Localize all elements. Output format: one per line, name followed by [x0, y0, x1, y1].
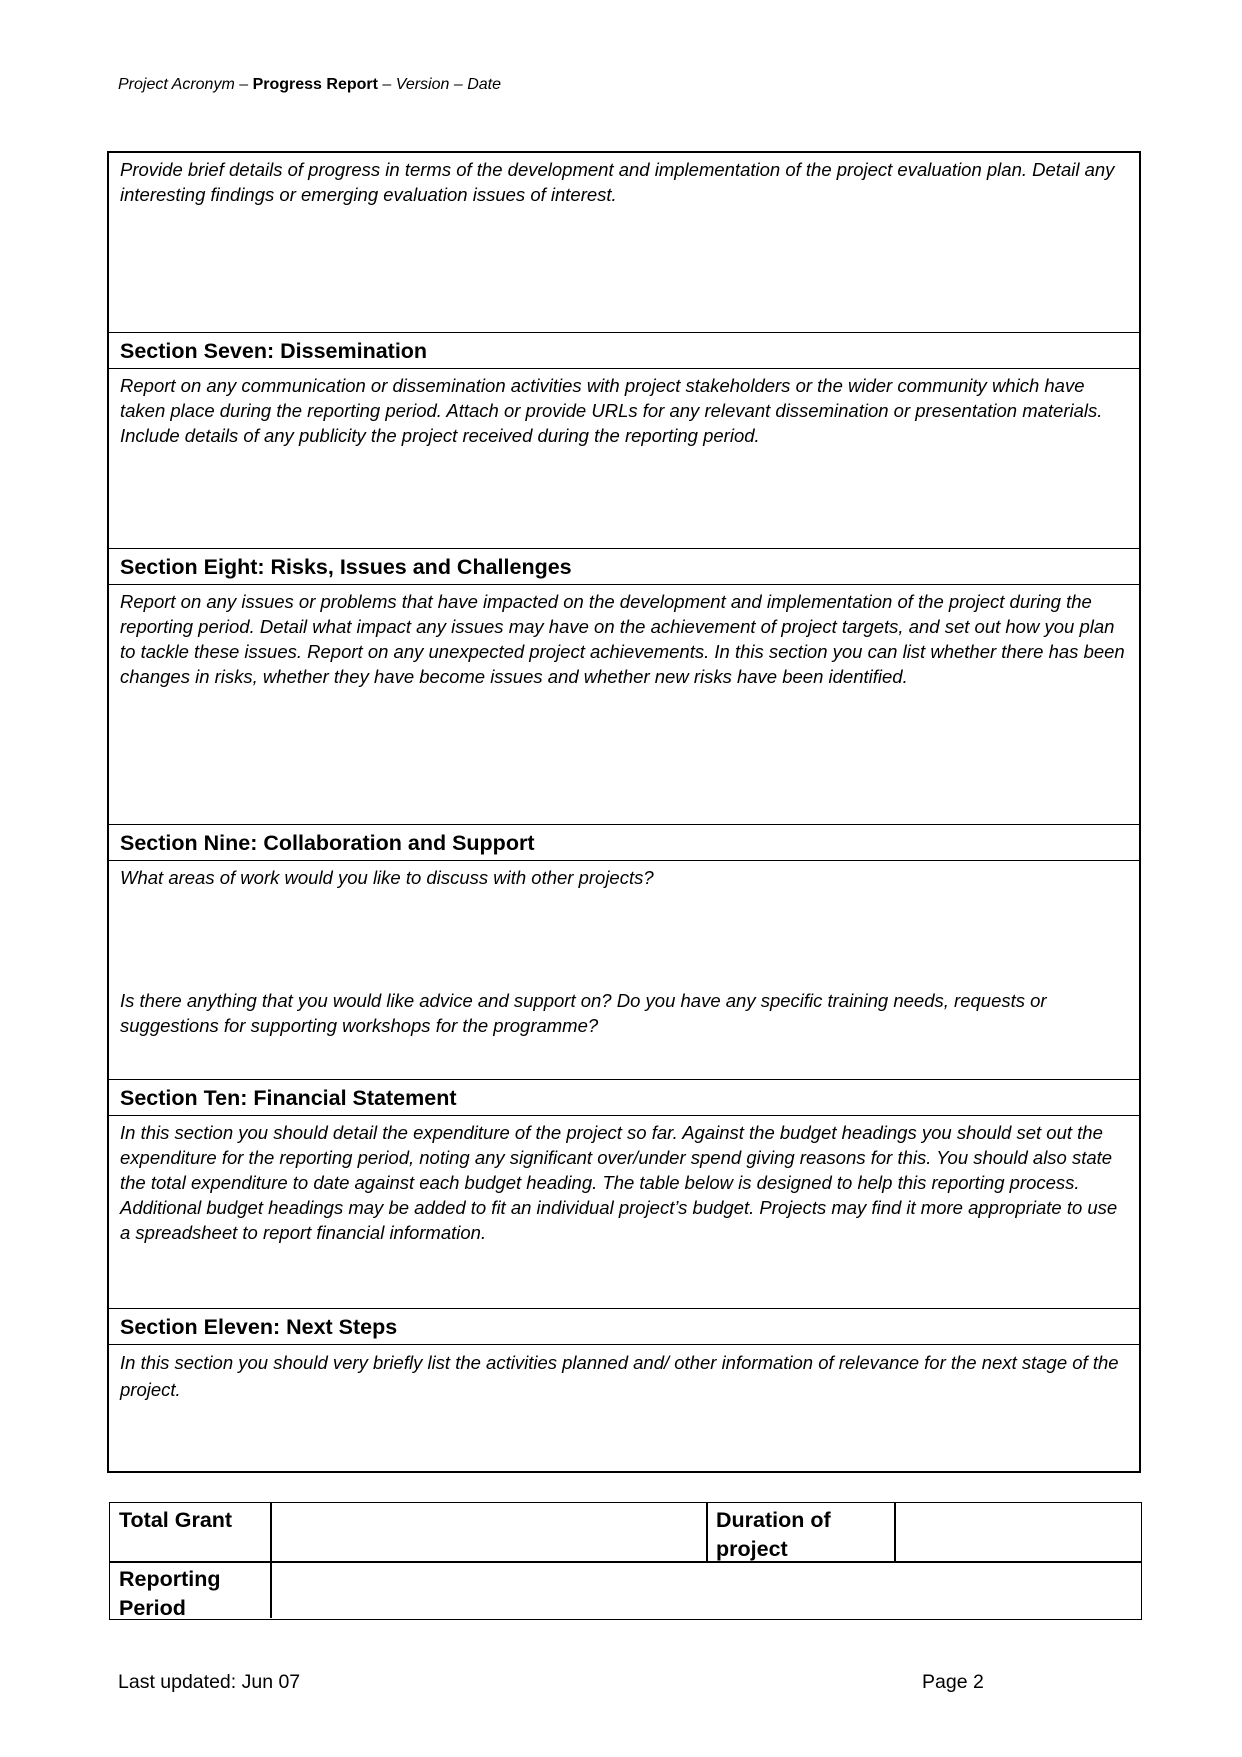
- reporting-period-label: Reporting Period: [119, 1567, 221, 1620]
- header-date: Date: [467, 76, 501, 93]
- evaluation-description: Provide brief details of progress in terms of the development and implementation of the project evaluation plan. Detail any interesting findings or emerging evaluation issues of interest.: [120, 159, 1115, 205]
- section-nine-question-discuss: What areas of work would you like to discuss with other projects?: [120, 867, 654, 888]
- reporting-period-field[interactable]: [271, 1562, 1140, 1619]
- section-eleven-heading: Section Eleven: Next Steps: [120, 1315, 398, 1339]
- section-seven-heading-row: [109, 332, 1139, 368]
- section-seven-heading: Section Seven: Dissemination: [120, 339, 428, 363]
- section-ten-heading: Section Ten: Financial Statement: [120, 1086, 457, 1110]
- duration-field[interactable]: [895, 1503, 1140, 1561]
- page-header: [118, 76, 501, 94]
- section-nine-question-support: Is there anything that you would like advice and support on? Do you have any specific training needs, requests or suggestions for supporting workshops for the programme?: [120, 990, 1047, 1036]
- section-eight-heading-row: [109, 548, 1139, 584]
- report-sections-table: [107, 151, 1141, 1473]
- section-seven-entry-cell[interactable]: [109, 368, 1139, 548]
- footer-last-updated: Last updated: Jun 07: [118, 1671, 301, 1693]
- section-eleven-entry-cell[interactable]: [109, 1344, 1139, 1471]
- footer-page-number: Page 2: [922, 1671, 984, 1693]
- total-grant-field[interactable]: [271, 1503, 706, 1561]
- section-eleven-description: In this section you should very briefly list the activities planned and/ other information of relevance for the next stage of the project.: [120, 1352, 1119, 1400]
- section-nine-heading-row: [109, 824, 1139, 860]
- section-eight-description: Report on any issues or problems that have impacted on the development and implementation of the project during the reporting period. Detail what impact any issues may have on the achievement of project targets, and set out how you plan to tackle these issues. Report on any unexpected project achievements. In this section you can list whether there has been changes in risks, whether they have become issues and whether new risks have been identified.: [120, 591, 1125, 687]
- total-grant-label: Total Grant: [119, 1508, 233, 1532]
- duration-label: Duration of project: [716, 1508, 831, 1561]
- header-project-acronym: Project Acronym: [118, 76, 235, 93]
- section-eleven-heading-row: [109, 1308, 1139, 1344]
- grant-summary-table: [109, 1502, 1142, 1620]
- section-ten-entry-cell[interactable]: [109, 1115, 1139, 1308]
- section-nine-entry-cell[interactable]: [109, 860, 1139, 1079]
- header-separator: –: [449, 76, 468, 93]
- header-separator: –: [234, 76, 253, 93]
- section-eight-heading: Section Eight: Risks, Issues and Challenges: [120, 555, 572, 579]
- evaluation-entry-cell[interactable]: [109, 153, 1139, 332]
- header-separator: –: [377, 76, 396, 93]
- section-eight-entry-cell[interactable]: [109, 584, 1139, 824]
- header-report-title: Progress Report: [252, 76, 378, 93]
- header-version: Version: [395, 76, 450, 93]
- section-nine-heading: Section Nine: Collaboration and Support: [120, 831, 535, 855]
- section-ten-description: In this section you should detail the expenditure of the project so far. Against the budget headings you should set out the expenditure for the reporting period, noting any significant over/under spend giving reasons for this. You should also state the total expenditure to date against each budget heading. The table below is designed to help this reporting process. Additional budget headings may be added to fit an individual project’s budget. Projects may find it more appropriate to use a spreadsheet to report financial information.: [120, 1122, 1118, 1243]
- section-seven-description: Report on any communication or dissemination activities with project stakeholders or the wider community which have taken place during the reporting period. Attach or provide URLs for any relevant dissemination or presentation materials. Include details of any publicity the project received during the reporting period.: [120, 375, 1103, 446]
- section-ten-heading-row: [109, 1079, 1139, 1115]
